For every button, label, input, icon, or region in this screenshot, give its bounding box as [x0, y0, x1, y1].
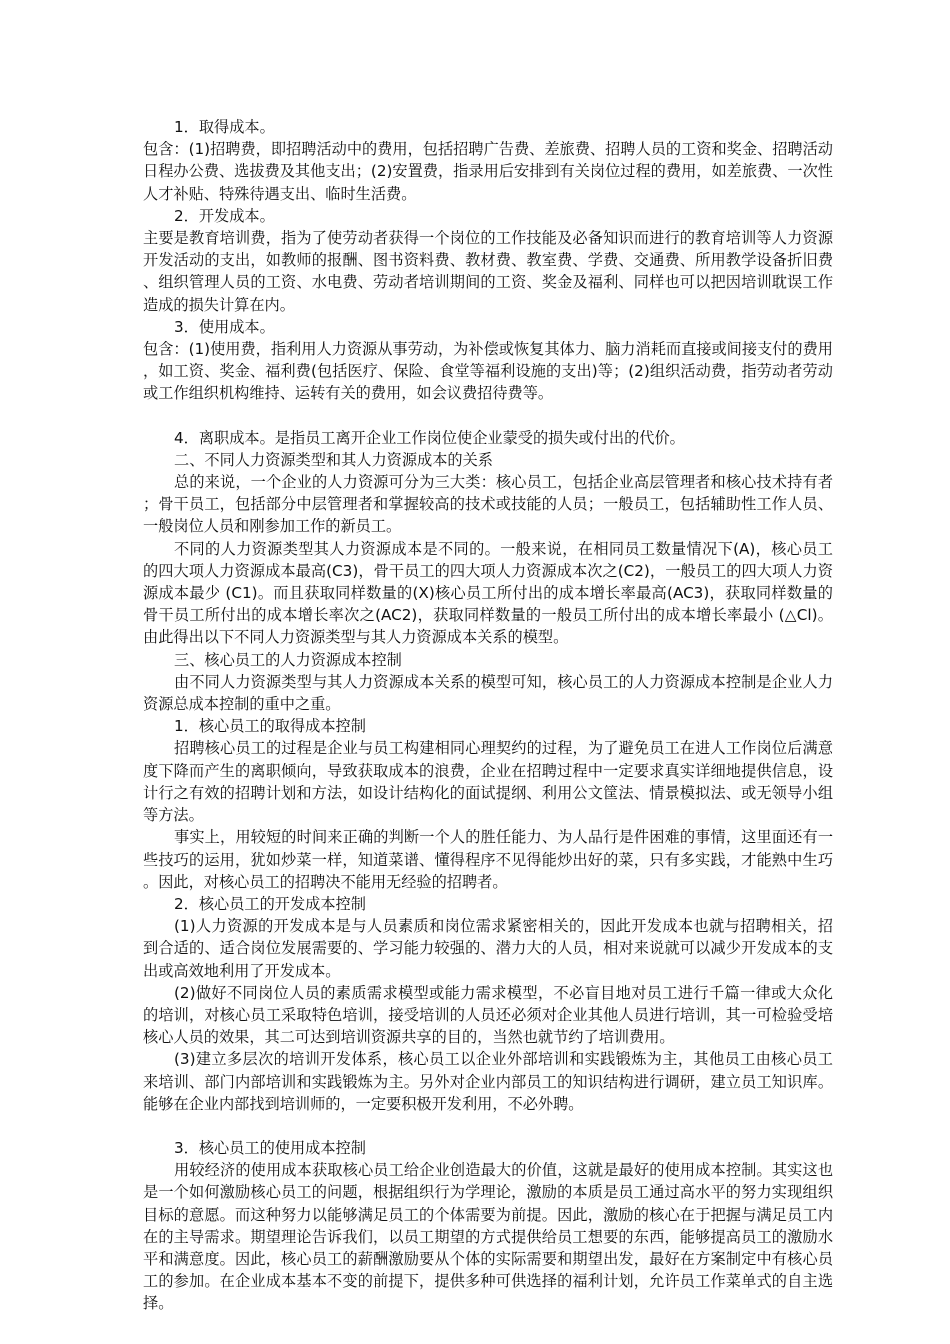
paragraph-recruiting-experience: 事实上，用较短的时间来正确的判断一个人的胜任能力、为人品行是件困难的事情，这里面还有一些技巧的运用，犹如炒菜一样，知道菜谱、懂得程序不见得能炒出好的菜，只有多实践，才能熟中生巧。因此，对核心员工的招聘决不能用无经验的招聘者。 [143, 828, 833, 891]
heading-core-acquisition-control: 1．核心员工的取得成本控制 [174, 717, 366, 736]
heading-core-development-control: 2．核心员工的开发成本控制 [174, 894, 366, 913]
paragraph-development-point-2: (2)做好不同岗位人员的素质需求模型或能力需求模型，不必盲目地对员工进行千篇一律或大众化的培训，对核心员工采取特色培训，接受培训的人员还必须对企业其他人员进行培训，其一可检验受培核心人员的效果，其二可达到培训资源共享的目的，当然也就节约了培训费用。 [143, 983, 833, 1047]
paragraph-usage-cost-detail: 包含：(1)使用费，指利用人力资源从事劳动，为补偿或恢复其体力、脑力消耗而直接或间接支付的费用，如工资、奖金、福利费(包括医疗、保险、食堂等福利设施的支出)等；(2)组织活动费，指劳动者劳动或工作组织机构维持、运转有关的费用，如会议费招待费等。 [143, 340, 833, 403]
document-body [143, 116, 833, 1315]
paragraph-separation-cost: 4．离职成本。是指员工离开企业工作岗位使企业蒙受的损失或付出的代价。 [174, 428, 685, 447]
section-heading-core-cost-control: 三、核心员工的人力资源成本控制 [174, 650, 402, 669]
paragraph-three-categories: 总的来说，一个企业的人力资源可分为三大类：核心员工，包括企业高层管理者和核心技术持有者；骨干员工，包括部分中层管理者和掌握较高的技术或技能的人员；一般员工，包括辅助性工作人员、一般岗位人员和刚参加工作的新员工。 [143, 473, 833, 536]
paragraph-core-cost-priority: 由不同人力资源类型与其人力资源成本关系的模型可知，核心员工的人力资源成本控制是企业人力资源总成本控制的重中之重。 [143, 672, 833, 714]
heading-acquisition-cost: 1．取得成本。 [174, 118, 275, 136]
paragraph-usage-incentives: 用较经济的使用成本获取核心员工给企业创造最大的价值，这就是最好的使用成本控制。其实这也是一个如何激励核心员工的问题，根据组织行为学理论，激励的本质是员工通过高水平的努力实现组织目标的意愿。而这种努力以能够满足员工的个体需要为前提。因此，激励的核心在于把握与满足员工内在的主导需求。期望理论告诉我们，以员工期望的方式提供给员工想要的东西，能够提高员工的激励水平和满意度。因此，核心员工的薪酬激励要从个体的实际需要和期望出发，最好在方案制定中有核心员工的参加。在企业成本基本不变的前提下，提供多种可供选择的福利计划，允许员工作菜单式的自主选择。 [143, 1161, 833, 1313]
paragraph-cost-model: 不同的人力资源类型其人力资源成本是不同的。一般来说，在相同员工数量情况下(A)，核心员工的四大项人力资源成本最高(C3)，骨干员工的四大项人力资源成本次之(C2)，一般员工的四大项人力资源成本最少 (C1)。而且获取同样数量的(X)核心员工所付出的成本增长率最高(AC3)，获取同样数量的骨干员工所付出的成本增长率次之(AC2)，获取同样数量的一般员工所付出的成本增长率最小 (△Cl)。由此得出以下不同人力资源类型与其人力资源成本关系的模型。 [143, 539, 833, 647]
paragraph-development-point-3: (3)建立多层次的培训开发体系，核心员工以企业外部培训和实践锻炼为主，其他员工由核心员工来培训、部门内部培训和实践锻炼为主。另外对企业内部员工的知识结构进行调研，建立员工知识库。能够在企业内部找到培训师的，一定要积极开发利用，不必外聘。 [143, 1050, 833, 1113]
paragraph-development-point-1: (1)人力资源的开发成本是与人员素质和岗位需求紧密相关的，因此开发成本也就与招聘相关，招到合适的、适合岗位发展需要的、学习能力较强的、潜力大的人员，相对来说就可以减少开发成本的支出或高效地利用了开发成本。 [143, 917, 833, 980]
heading-usage-cost: 3．使用成本。 [174, 317, 275, 336]
paragraph-recruiting-process: 招聘核心员工的过程是企业与员工构建相同心理契约的过程，为了避免员工在进人工作岗位后满意度下降而产生的离职倾向，导致获取成本的浪费，企业在招聘过程中一定要求真实详细地提供信息，设计行之有效的招聘计划和方法，如设计结构化的面试提纲、利用公文筐法、情景模拟法、或无领导小组等方法。 [143, 739, 833, 825]
paragraph-acquisition-cost-detail: 包含：(1)招聘费，即招聘活动中的费用，包括招聘广告费、差旅费、招聘人员的工资和奖金、招聘活动日程办公费、选拔费及其他支出；(2)安置费，指录用后安排到有关岗位过程的费用，如差旅费、一次性人才补贴、特殊待遇支出、临时生活费。 [143, 140, 833, 203]
heading-core-usage-control: 3．核心员工的使用成本控制 [174, 1138, 366, 1157]
paragraph-development-cost-detail: 主要是教育培训费，指为了使劳动者获得一个岗位的工作技能及必备知识而进行的教育培训等人力资源开发活动的支出，如教师的报酬、图书资料费、教材费、教室费、学费、交通费、所用教学设备折旧费、组织管理人员的工资、水电费、劳动者培训期间的工资、奖金及福利、同样也可以把因培训耽误工作造成的损失计算在内。 [143, 229, 833, 314]
section-heading-types-and-costs: 二、不同人力资源类型和其人力资源成本的关系 [174, 450, 493, 469]
heading-development-cost: 2．开发成本。 [174, 206, 275, 225]
